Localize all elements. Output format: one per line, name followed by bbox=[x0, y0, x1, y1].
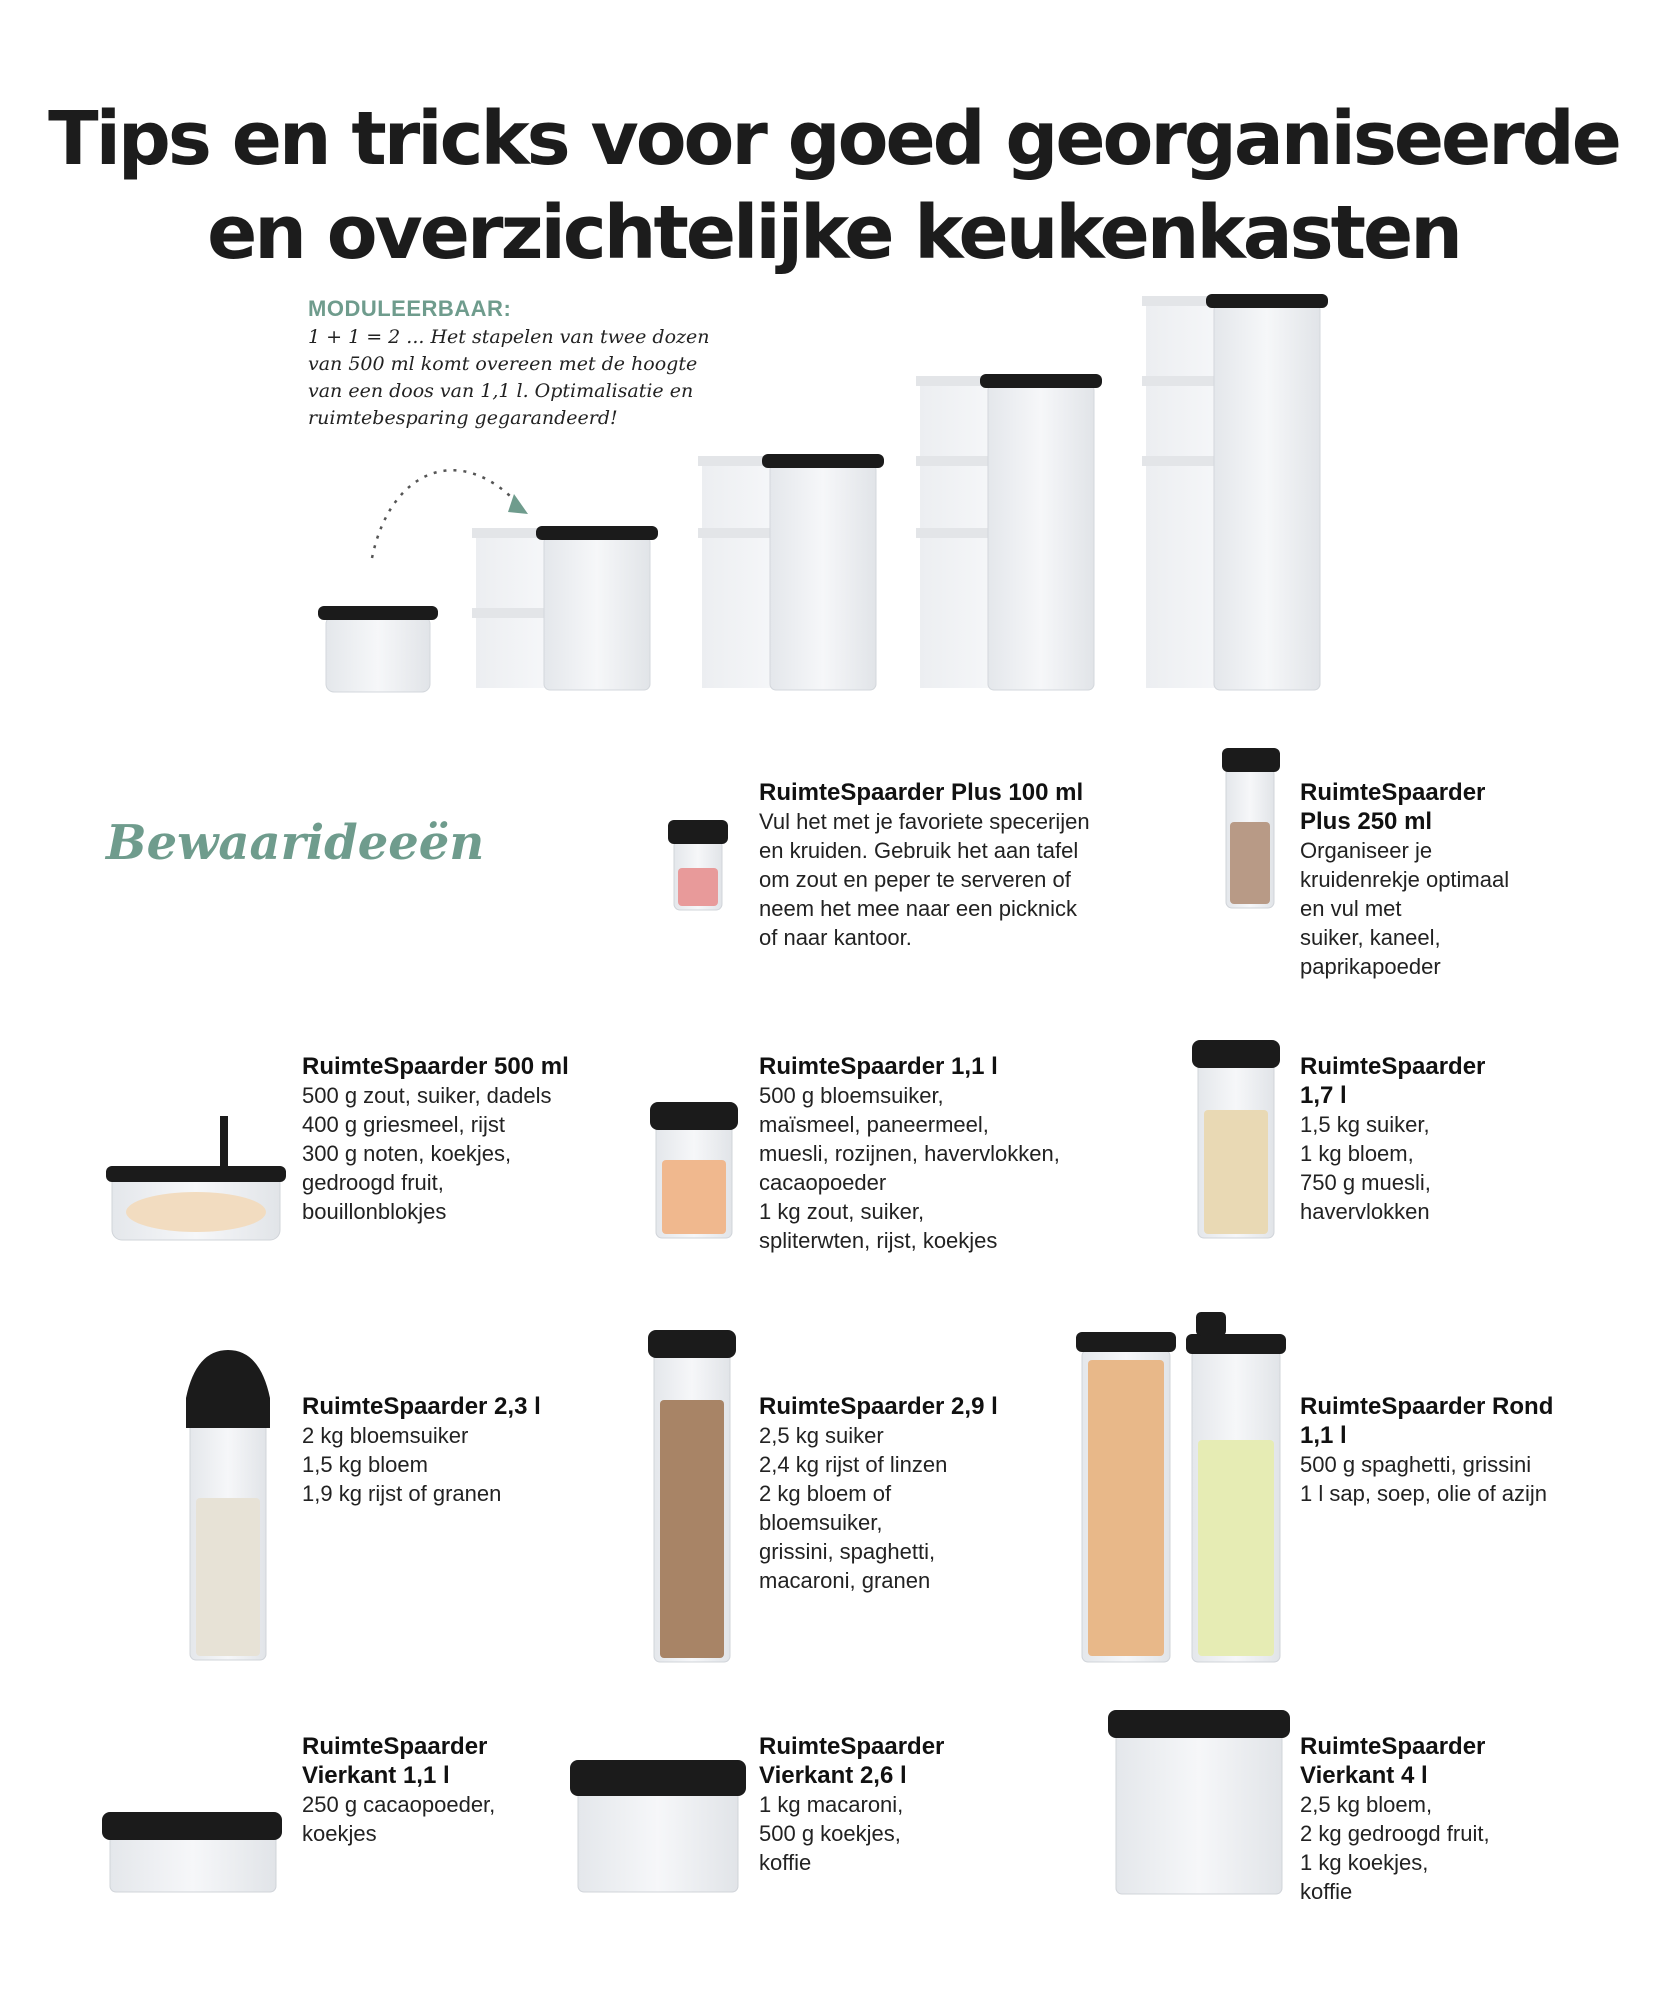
product-name: RuimteSpaarder 1,7 l bbox=[1300, 1053, 1486, 1109]
container-500ml bbox=[106, 1116, 286, 1240]
container-vierkant-4l bbox=[1108, 1710, 1290, 1894]
stack-group-3 bbox=[698, 454, 884, 690]
modular-note bbox=[308, 296, 788, 432]
product-description: 500 g bloemsuiker, maïsmeel, paneermeel, muesli, rozijnen, havervlokken, cacaopoeder 1 kg zout, suiker, spliterwten, rijst, koekjes bbox=[759, 1083, 1060, 1253]
product-description: 500 g spaghetti, grissini 1 l sap, soep, olie of azijn bbox=[1300, 1452, 1548, 1506]
product-rond-1-1l bbox=[1300, 1392, 1640, 1508]
product-description: 1,5 kg suiker, 1 kg bloem, 750 g muesli, havervlokken bbox=[1300, 1112, 1431, 1224]
container-500ml-single bbox=[318, 606, 438, 692]
product-name: RuimteSpaarder Vierkant 2,6 l bbox=[759, 1733, 945, 1789]
modular-text: 1 + 1 = 2 ... Het stapelen van twee dozen van 500 ml komt overeen met de hoogte van een doos van 1,1 l. Optimalisatie en ruimtebesparing gegarandeerd! bbox=[308, 326, 710, 429]
product-description: 1 kg macaroni, 500 g koekjes, koffie bbox=[759, 1792, 904, 1875]
product-1-7l bbox=[1300, 1052, 1600, 1226]
product-vierkant-1-1l bbox=[302, 1732, 602, 1848]
product-name: RuimteSpaarder Plus 250 ml bbox=[1300, 779, 1486, 835]
product-description: 2 kg bloemsuiker 1,5 kg bloem 1,9 kg rijst of granen bbox=[302, 1423, 502, 1506]
title-line-2: en overzichtelijke keukenkasten bbox=[207, 190, 1460, 276]
product-2-9l bbox=[759, 1392, 1099, 1595]
container-rond-1-1l bbox=[1076, 1312, 1286, 1662]
stack-group-5 bbox=[1142, 294, 1328, 690]
product-vierkant-4l bbox=[1300, 1732, 1600, 1906]
product-plus-100ml bbox=[759, 778, 1159, 952]
product-name: RuimteSpaarder Plus 100 ml bbox=[759, 779, 1084, 806]
container-2-9l bbox=[648, 1330, 736, 1662]
product-name: RuimteSpaarder 2,9 l bbox=[759, 1393, 998, 1420]
container-plus-100ml bbox=[668, 820, 728, 910]
modular-label: MODULEERBAAR: bbox=[308, 296, 512, 321]
product-name: RuimteSpaarder Rond 1,1 l bbox=[1300, 1393, 1554, 1449]
product-description: 500 g zout, suiker, dadels 400 g griesmeel, rijst 300 g noten, koekjes, gedroogd fruit, bouillonblokjes bbox=[302, 1083, 552, 1224]
container-vierkant-1-1l bbox=[102, 1812, 282, 1892]
stack-group-2 bbox=[472, 526, 658, 690]
product-vierkant-2-6l bbox=[759, 1732, 1059, 1877]
section-title: Bewaarideeën bbox=[106, 815, 485, 871]
product-description: 250 g cacaopoeder, koekjes bbox=[302, 1792, 496, 1846]
product-description: Vul het met je favoriete specerijen en kruiden. Gebruik het aan tafel om zout en peper te serveren of neem het mee naar een picknick of naar kantoor. bbox=[759, 809, 1090, 950]
product-name: RuimteSpaarder 2,3 l bbox=[302, 1393, 541, 1420]
product-name: RuimteSpaarder Vierkant 4 l bbox=[1300, 1733, 1486, 1789]
container-plus-250ml bbox=[1222, 748, 1280, 908]
container-1-7l bbox=[1192, 1040, 1280, 1238]
product-description: 2,5 kg suiker 2,4 kg rijst of linzen 2 kg bloem of bloemsuiker, grissini, spaghetti, macaroni, granen bbox=[759, 1423, 948, 1593]
product-name: RuimteSpaarder 1,1 l bbox=[759, 1053, 998, 1080]
title-line-1: Tips en tricks voor goed georganiseerde bbox=[48, 96, 1619, 182]
stack-group-4 bbox=[916, 374, 1102, 690]
product-name: RuimteSpaarder Vierkant 1,1 l bbox=[302, 1733, 488, 1789]
product-description: 2,5 kg bloem, 2 kg gedroogd fruit, 1 kg koekjes, koffie bbox=[1300, 1792, 1490, 1904]
product-plus-250ml bbox=[1300, 778, 1600, 981]
product-description: Organiseer je kruidenrekje optimaal en vul met suiker, kaneel, paprikapoeder bbox=[1300, 838, 1510, 979]
product-name: RuimteSpaarder 500 ml bbox=[302, 1053, 569, 1080]
container-1-1l bbox=[650, 1102, 738, 1238]
product-1-1l bbox=[759, 1052, 1159, 1255]
product-2-3l bbox=[302, 1392, 642, 1508]
container-2-3l bbox=[186, 1350, 270, 1660]
product-500ml bbox=[302, 1052, 642, 1226]
